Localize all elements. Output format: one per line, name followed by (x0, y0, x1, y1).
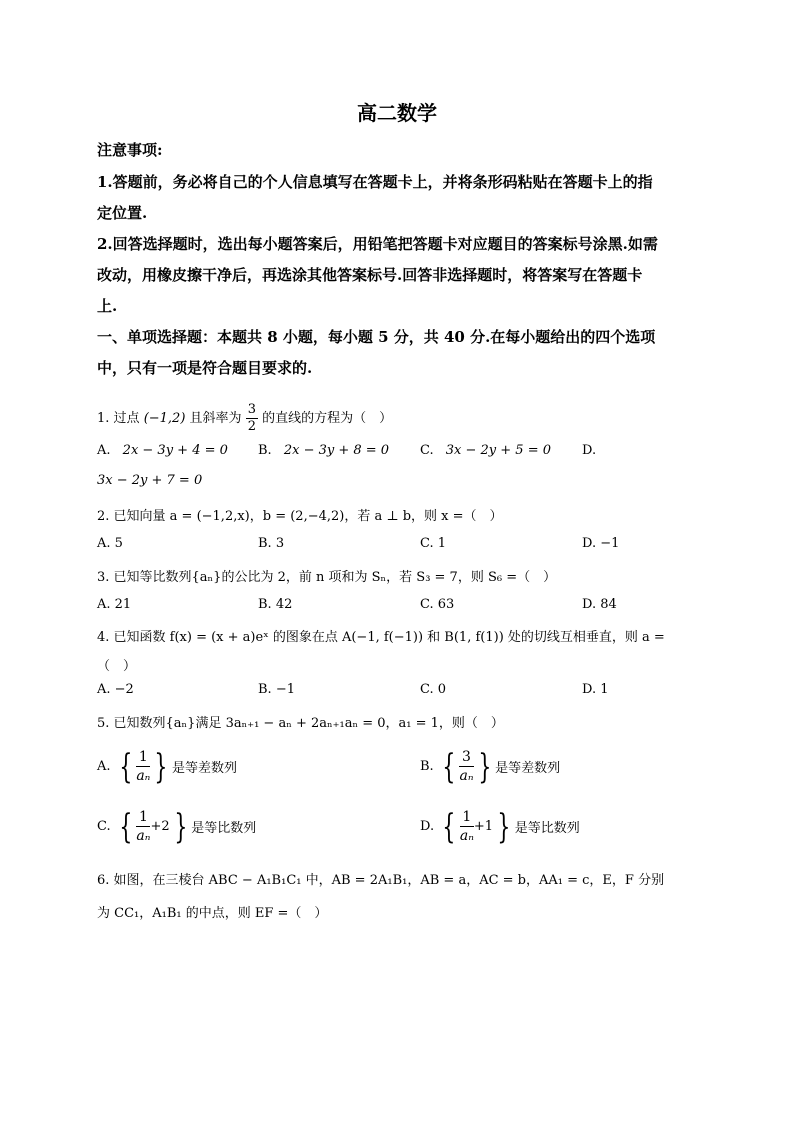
question-4-line-1: 4. 已知函数 f(x) = (x + a)eˣ 的图象在点 A(−1, f(−1)) 和 B(1, f(1)) 处的切线互相垂直，则 a = (97, 630, 665, 645)
question-3-option-d[interactable]: D. 84 (582, 597, 617, 612)
question-5-option-b[interactable]: B. { $\frac{3}{\text{aₙ}}$ } 是等差数列 (420, 746, 561, 787)
notice-item-2-line-2: 改动，用橡皮擦干净后，再选涂其他答案标号.回答非选择题时，将答案写在答题卡 (97, 266, 643, 284)
right-brace-icon: } (497, 806, 511, 847)
question-6-line-1: 6. 如图，在三棱台 ABC − A₁B₁C₁ 中，AB = 2A₁B₁，AB = a，AC = b，AA₁ = c，E，F 分别 (97, 873, 665, 888)
question-5-option-a[interactable]: A. { $\frac{1}{\text{aₙ}}$ } 是等差数列 (97, 746, 237, 787)
notice-heading: 注意事项: (97, 141, 163, 159)
question-4-option-c[interactable]: C. 0 (420, 682, 447, 697)
question-2-option-c[interactable]: C. 1 (420, 536, 447, 551)
question-1-prefix: 1. 过点 (97, 411, 140, 426)
notice-item-1-line-2: 定位置. (97, 204, 148, 222)
right-brace-icon: } (173, 806, 187, 847)
question-1-option-d-text: 3x − 2y + 7 = 0 (97, 473, 203, 488)
question-3-option-a[interactable]: A. 21 (97, 597, 132, 612)
question-1-point: (−1,2) (143, 411, 186, 426)
question-2-option-a[interactable]: A. 5 (97, 536, 123, 551)
left-brace-icon: { (119, 746, 132, 787)
question-6-line-2: 为 CC₁，A₁B₁ 的中点，则 EF =（ ） (97, 906, 328, 921)
question-5: 5. 已知数列{aₙ}满足 3aₙ₊₁ − aₙ + 2aₙ₊₁aₙ = 0，a₁ = 1，则（ ） (97, 716, 504, 731)
left-brace-icon: { (442, 806, 456, 847)
question-3: 3. 已知等比数列{aₙ}的公比为 2，前 n 项和为 Sₙ，若 S₃ = 7，则 S₆ =（ ） (97, 570, 557, 585)
page-title: 高二数学 (357, 101, 437, 125)
question-4-option-d[interactable]: D. 1 (582, 682, 609, 697)
question-5-option-d[interactable]: D. { $\frac{1}{\text{aₙ}}$ +1 } 是等比数列 (420, 806, 580, 847)
notice-item-2-line-1: 2.回答选择题时，选出每小题答案后，用铅笔把答题卡对应题目的答案标号涂黑.如需 (97, 235, 658, 253)
question-4-option-a[interactable]: A. −2 (97, 682, 134, 697)
question-2-option-d[interactable]: D. −1 (582, 536, 620, 551)
question-1-slope: $\frac{3}{2}$ (247, 402, 256, 434)
question-1-suffix: 的直线的方程为（ ） (262, 411, 393, 426)
question-3-option-c[interactable]: C. 63 (420, 597, 455, 612)
question-4-line-2: （ ） (97, 659, 137, 674)
section-heading-line-2: 中，只有一项是符合题目要求的. (97, 359, 313, 377)
question-4-option-b[interactable]: B. −1 (258, 682, 295, 697)
question-3-option-b[interactable]: B. 42 (258, 597, 293, 612)
section-heading-line-1: 一、单项选择题：本题共 8 小题，每小题 5 分，共 40 分.在每小题给出的四个选项 (97, 328, 656, 346)
question-2-option-b[interactable]: B. 3 (258, 536, 285, 551)
right-brace-icon: } (154, 746, 168, 787)
question-1-option-a[interactable]: A. 2x − 3y + 4 = 0 (97, 443, 228, 458)
question-1 (97, 402, 392, 435)
question-1-option-c[interactable]: C. 3x − 2y + 5 = 0 (420, 443, 551, 458)
left-brace-icon: { (119, 806, 133, 847)
question-1-mid: 且斜率为 (189, 411, 242, 426)
notice-item-1-line-1: 1.答题前，务必将自己的个人信息填写在答题卡上，并将条形码粘贴在答题卡上的指 (97, 173, 653, 191)
right-brace-icon: } (477, 746, 491, 787)
question-1-option-d[interactable]: D. (582, 443, 597, 458)
question-2: 2. 已知向量 a = (−1,2,x)，b = (2,−4,2)，若 a ⊥ b，则 x =（ ） (97, 509, 503, 524)
question-1-option-b[interactable]: B. 2x − 3y + 8 = 0 (258, 443, 390, 458)
notice-item-2-line-3: 上. (97, 297, 118, 315)
question-5-option-c[interactable]: C. { $\frac{1}{\text{aₙ}}$ +2 } 是等比数列 (97, 806, 257, 847)
left-brace-icon: { (442, 746, 456, 787)
